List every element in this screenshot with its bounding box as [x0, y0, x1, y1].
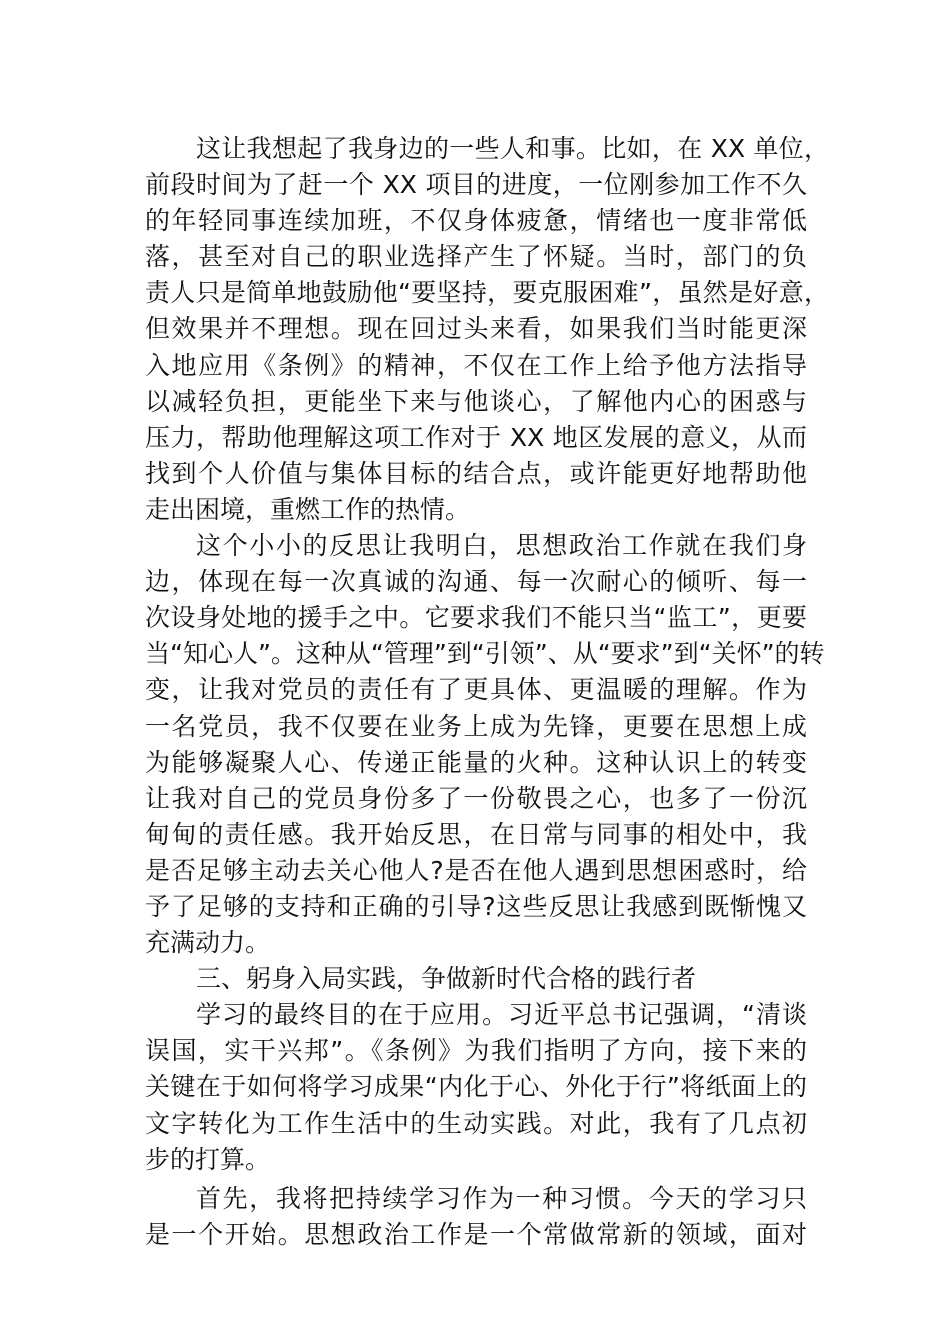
heading-text: 三、躬身入局实践，争做新时代合格的践行者 — [196, 964, 697, 994]
text-line: 的年轻同事连续加班，不仅身体疲惫，情绪也一度非常低 — [145, 206, 807, 236]
text-line: 这让我想起了我身边的一些人和事。比如，在 XX 单位， — [196, 134, 829, 163]
text-line: 这个小小的反思让我明白，思想政治工作就在我们身 — [196, 531, 807, 561]
text-line: 让我对自己的党员身份多了一份敬畏之心，也多了一份沉 — [145, 783, 807, 813]
paragraph-3 — [145, 997, 807, 1177]
text-line: 予了足够的支持和正确的引导?这些反思让我感到既惭愧又 — [145, 891, 807, 921]
text-line: 落，甚至对自己的职业选择产生了怀疑。当时，部门的负 — [145, 242, 807, 272]
document-body — [145, 131, 829, 1253]
text-line: 变，让我对党员的责任有了更具体、更温暖的理解。作为 — [145, 675, 807, 705]
text-line: 责人只是简单地鼓励他“要坚持，要克服困难”，虽然是好意， — [145, 278, 829, 308]
paragraph-4 — [145, 1181, 807, 1253]
text-line: 入地应用《条例》的精神，不仅在工作上给予他方法指导 — [145, 350, 807, 380]
text-line: 压力，帮助他理解这项工作对于 XX 地区发展的意义，从而 — [145, 422, 807, 452]
text-line: 关键在于如何将学习成果“内化于心、外化于行”将纸面上的 — [145, 1072, 807, 1102]
text-line: 是一个开始。思想政治工作是一个常做常新的领域，面对 — [145, 1219, 807, 1249]
text-line: 为能够凝聚人心、传递正能量的火种。这种认识上的转变 — [145, 747, 807, 777]
text-line: 次设身处地的援手之中。它要求我们不能只当“监工”，更要 — [145, 603, 807, 633]
text-line: 前段时间为了赶一个 XX 项目的进度，一位刚参加工作不久 — [145, 170, 807, 200]
paragraph-1 — [145, 131, 829, 528]
text-line: 一名党员，我不仅要在业务上成为先锋，更要在思想上成 — [145, 711, 807, 741]
text-line: 边，体现在每一次真诚的沟通、每一次耐心的倾听、每一 — [145, 567, 807, 597]
text-line: 找到个人价值与集体目标的结合点，或许能更好地帮助他 — [145, 458, 807, 488]
text-line: 步的打算。 — [145, 1144, 271, 1174]
text-line: 当“知心人”。这种从“管理”到“引领”、从“要求”到“关怀”的转 — [145, 639, 825, 669]
text-line: 充满动力。 — [145, 928, 271, 958]
text-line: 首先，我将把持续学习作为一种习惯。今天的学习只 — [196, 1183, 807, 1213]
text-line: 学习的最终目的在于应用。习近平总书记强调，“清谈 — [196, 1000, 807, 1030]
text-line: 误国，实干兴邦”。《条例》为我们指明了方向，接下来的 — [145, 1036, 807, 1066]
text-line: 以减轻负担，更能坐下来与他谈心，了解他内心的困惑与 — [145, 386, 807, 416]
text-line: 但效果并不理想。现在回过头来看，如果我们当时能更深 — [145, 314, 807, 344]
text-line: 文字转化为工作生活中的生动实践。对此，我有了几点初 — [145, 1108, 807, 1138]
text-line: 是否足够主动去关心他人?是否在他人遇到思想困惑时，给 — [145, 855, 807, 885]
section-heading — [145, 961, 807, 997]
paragraph-2 — [145, 528, 825, 961]
text-line: 甸甸的责任感。我开始反思，在日常与同事的相处中，我 — [145, 819, 807, 849]
text-line: 走出困境，重燃工作的热情。 — [145, 494, 471, 524]
